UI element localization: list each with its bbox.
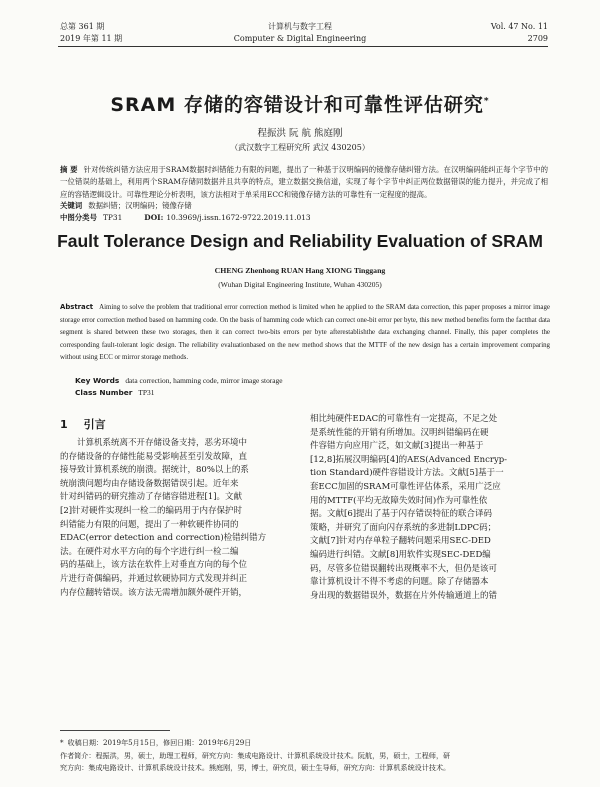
body-text-line: 针对纠错码的研究推动了存储容错进程[1]。文献	[60, 492, 243, 503]
body-text-line: 法。在硬件对水平方向的每个字进行纠一检二编	[60, 546, 239, 557]
section-heading: 1 引言	[60, 418, 106, 431]
affiliation-zh: （武汉数字工程研究所 武汉 430205）	[230, 143, 370, 152]
body-text-line: 策略，并研究了面向闪存系统的多进制LDPC码；	[310, 522, 497, 533]
right-column	[310, 413, 550, 603]
footnote-bio-1: 作者简介：程振洪，男，硕士，助理工程师，研究方向：集成电路设计、计算机系统设计技术。阮航，男，硕士，工程师，研	[60, 751, 451, 760]
affiliation-en: (Wuhan Digital Engineering Institute, Wuhan 430205)	[218, 280, 382, 289]
header-rule	[58, 46, 548, 47]
abstract-en: Abstract Aiming to solve the problem that traditional error correction method is limited when he applied to the SRAM data correction, this paper proposes a mirror image storage error correction method based on hamming code. On the basis of hamming code which can correct one-bit error per byte, this new method benefits form the factthat data segment is shared between these two storages, then it can correct two-bits errors per byte afterestablishthe data exchanging channel. Finally, this paper completes the corresponding fault-tolerant logic design. The reliability evaluationbased on the new method shows that the MTTF of the new design has a certain improvement comparing without using ECC or mirror storage methods.	[60, 303, 550, 362]
page-number: 2709	[527, 34, 548, 43]
body-text-line: 纠错能力有限的问题，提出了一种软硬件协同的	[60, 519, 239, 530]
body-text-line: 统崩溃问题均由存储设备数据错误引起。近年来	[60, 478, 239, 489]
body-text-line: tion Standard)硬件容错设计方法。文献[5]基于一	[310, 468, 504, 479]
body-text-line: 是系统性能的开销有所增加。汉明纠错编码在硬	[310, 427, 489, 438]
footnote-rule	[60, 730, 170, 731]
keywords-en: Key Words data correction, hamming code, mirror image storage	[75, 376, 283, 385]
body-text-line: 身出现的数据错误外，数据在片外传输通道上的错	[310, 590, 498, 601]
body-text-line: 接导致计算机系统的崩溃。据统计，80%以上的系	[60, 465, 249, 476]
body-text-line: 的存储设备的存储性能易受影响甚至引发故障，直	[60, 451, 248, 462]
body-text-line: 用的MTTF(平均无故障失效时间)作为可靠性依	[310, 495, 488, 506]
paper-title-zh: SRAM 存储的容错设计和可靠性评估研究*	[110, 94, 490, 116]
body-text-line: 计算机系统离不开存储设备支持，恶劣环境中	[77, 438, 248, 448]
body-text-line: 编码进行纠错。文献[8]用软件实现SEC-DED编	[310, 549, 491, 560]
volume-number: Vol. 47 No. 11	[490, 22, 548, 31]
authors-en: CHENG Zhenhong RUAN Hang XIONG Tinggang	[214, 266, 386, 275]
abstract-zh: 摘 要 针对传统纠错方法应用于SRAM数据时纠错能力有限的问题，提出了一种基于汉明编码的镜像存储纠错方法。在汉明编码能纠正每个字节中的一位错误的基础上，利用两个SRAM存储同数据并且共享的特点，建立数据交换信道，实现了每个字节中纠正两位数据错误的能力提升，并完成了相应的容错逻辑设计。可靠性理论分析表明，该方法相对于单采用ECC和镜像存储方法的可靠性有一定程度的提高。	[60, 165, 548, 199]
body-text-line: 码，尽管多位错误翻转出现概率不大，但仍是该可	[310, 563, 498, 574]
body-text-line: 套ECC加固的SRAM可靠性评估体系，采用广泛应	[310, 481, 501, 492]
issue-date: 2019 年第 11 期	[60, 34, 123, 43]
keywords-zh: 关键词 数据纠错；汉明编码；镜像存储	[60, 201, 192, 210]
classification-zh: 中图分类号 TP31 DOI: 10.3969/j.issn.1672-9722.2019.11.013	[60, 213, 311, 222]
body-text-line: [12,8]拓展汉明编码[4]的AES(Advanced Encryp-	[310, 454, 508, 465]
body-text-line: 码的基础上，该方法在软件上对垂直方向的每个位	[60, 560, 248, 571]
body-text-line: 相比纯硬件EDAC的可靠性有一定提高，不足之处	[310, 414, 498, 424]
journal-name-en: Computer & Digital Engineering	[233, 34, 367, 43]
paper-title-en: Fault Tolerance Design and Reliability Evaluation of SRAM	[57, 231, 543, 251]
footnote-bio-2: 究方向：集成电路设计、计算机系统设计技术。熊庭刚，男，博士，研究员，硕士生导师，研究方向：计算机系统设计技术。	[60, 763, 451, 772]
authors-zh: 程振洪 阮 航 熊庭刚	[257, 128, 343, 139]
body-text-line: 内存位翻转错误。该方法无需增加额外硬件开销，	[60, 587, 248, 598]
issue-number: 总第 361 期	[60, 22, 105, 31]
body-text-line: 靠计算机设计不得不考虑的问题。除了存储器本	[310, 577, 489, 588]
body-text-line: 片进行奇偶编码，并通过软硬协同方式发现并纠正	[60, 573, 248, 584]
journal-name-zh: 计算机与数字工程	[268, 22, 332, 31]
body-text-line: [2]针对硬件实现纠一检二的编码用于内存保护时	[60, 505, 243, 516]
body-text-line: 据。文献[6]提出了基于闪存错误特征的联合译码	[310, 509, 493, 520]
body-text-line: EDAC(error detection and correction)检错纠错方	[60, 533, 267, 544]
classification-en: Class Number TP31	[75, 388, 155, 397]
body-text-line: 件容错方向应用广泛，如文献[3]提出一种基于	[310, 441, 484, 452]
footnote-received: * 收稿日期：2019年5月15日，修回日期：2019年6月29日	[60, 738, 252, 747]
left-column	[60, 437, 296, 600]
body-text-line: 文献[7]针对内存单粒子翻转问题采用SEC-DED	[310, 536, 491, 547]
